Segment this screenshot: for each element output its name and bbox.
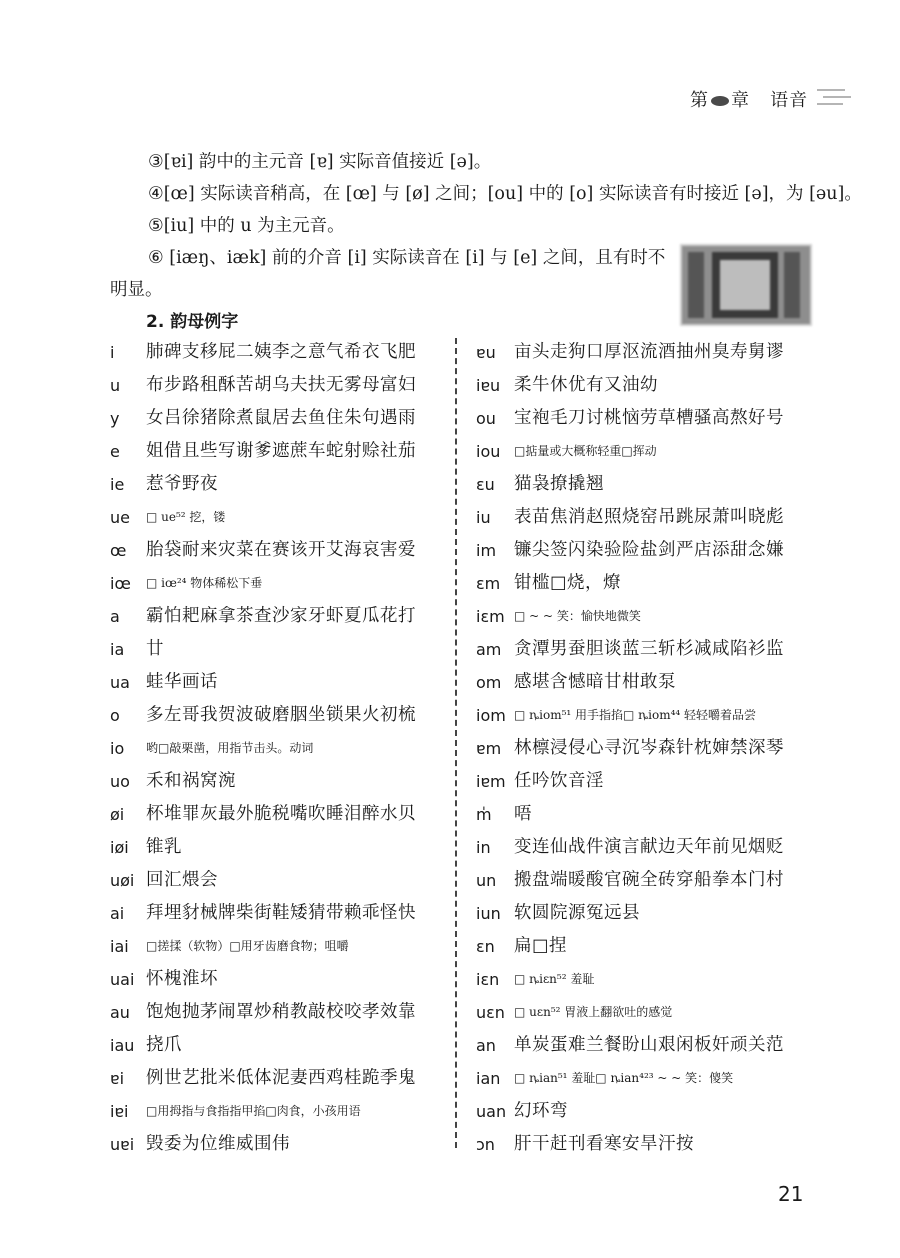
final-code: uai bbox=[110, 970, 135, 989]
final-code: in bbox=[476, 838, 491, 857]
example-characters: 姐借且些写谢爹遮蔗车蛇射赊社茄 bbox=[146, 441, 416, 461]
example-characters: □掂量或大概称轻重□挥动 bbox=[514, 444, 657, 458]
example-characters: 多左哥我贺波破磨胭坐锁果火初梳 bbox=[146, 705, 416, 725]
example-characters: 霸怕耙麻拿茶查沙家牙虾夏瓜花打 bbox=[146, 606, 416, 626]
example-characters: □ uɛn⁵² 胃液上翻欲吐的感觉 bbox=[514, 1005, 673, 1019]
final-code: ɛn bbox=[476, 937, 495, 956]
example-characters: 惹爷野夜 bbox=[146, 474, 218, 494]
example-characters: 搬盘端暖酸官碗全砖穿船拳本门村 bbox=[514, 870, 784, 890]
note-3: ③[ɐi] 韵中的主元音 [ɐ] 实际音值接近 [ə]。 bbox=[148, 152, 492, 172]
example-characters: 女吕徐猪除煮鼠居去鱼住朱句遇雨 bbox=[146, 408, 416, 428]
final-code: iɛm bbox=[476, 607, 505, 626]
example-characters: 廿 bbox=[146, 639, 164, 659]
example-characters: 变连仙战件演言献边天年前见烟贬 bbox=[514, 837, 784, 857]
final-code: un bbox=[476, 871, 497, 890]
example-characters: 林檩浸侵心寻沉岑森针枕婶禁深琴 bbox=[514, 738, 784, 758]
example-characters: 表苗焦消赵照烧窑吊跳尿萧叫晓彪 bbox=[514, 507, 784, 527]
final-code: im bbox=[476, 541, 497, 560]
example-characters: 镰尖签闪染验险盐剑严店添甜念嫌 bbox=[514, 540, 784, 560]
section-title: 2. 韵母例字 bbox=[146, 312, 239, 332]
final-code: uan bbox=[476, 1102, 507, 1121]
final-code: iɛn bbox=[476, 970, 500, 989]
note-6-continued: 明显。 bbox=[110, 280, 163, 300]
example-characters: 毁委为位维威围伟 bbox=[146, 1134, 290, 1154]
final-code: iøi bbox=[110, 838, 129, 857]
example-characters: □ ȵiom⁵¹ 用手指掐□ ȵiom⁴⁴ 轻轻嚼着品尝 bbox=[514, 708, 757, 722]
column-divider bbox=[455, 338, 457, 1148]
final-code: m̍ bbox=[476, 805, 492, 824]
final-code: ia bbox=[110, 640, 125, 659]
example-characters: 宝袍毛刀讨桃恼劳草槽骚高熬好号 bbox=[514, 408, 784, 428]
example-characters: 挠爪 bbox=[146, 1035, 182, 1055]
example-characters: 锥乳 bbox=[146, 837, 182, 857]
final-code: an bbox=[476, 1036, 496, 1055]
example-characters: 扁□捏 bbox=[514, 936, 568, 956]
example-characters: 胎袋耐来灾菜在赛该开艾海哀害爱 bbox=[146, 540, 416, 560]
example-characters: 软圆院源冤远县 bbox=[514, 903, 640, 923]
example-characters: 布步路租酥苦胡乌夫扶无雾母富妇 bbox=[146, 375, 416, 395]
final-code: uɐi bbox=[110, 1135, 135, 1154]
final-code: iau bbox=[110, 1036, 135, 1055]
final-code: iu bbox=[476, 508, 491, 527]
example-characters: 禾和祸窝涴 bbox=[146, 771, 236, 791]
example-characters: 饱炮抛茅闹罩炒稍教敲校咬孝效靠 bbox=[146, 1002, 416, 1022]
example-characters: □搓揉（软物）□用牙齿磨食物；咀嚼 bbox=[146, 939, 349, 953]
final-code: ɐu bbox=[476, 343, 496, 362]
example-characters: 感堪含憾暗甘柑敢泵 bbox=[514, 672, 676, 692]
final-code: ɐm bbox=[476, 739, 502, 758]
final-code: iɐi bbox=[110, 1102, 129, 1121]
example-characters: 猫袅撩撬翘 bbox=[514, 474, 604, 494]
qr-side-label-left bbox=[688, 252, 704, 318]
final-code: iom bbox=[476, 706, 506, 725]
example-characters: 钳槛□烧，燎 bbox=[514, 573, 622, 593]
example-characters: 肝干赶刊看寒安旱汗按 bbox=[514, 1134, 694, 1154]
example-characters: □用拇指与食指指甲掐□肉食，小孩用语 bbox=[146, 1104, 361, 1118]
final-code: ɔn bbox=[476, 1135, 495, 1154]
final-code: e bbox=[110, 442, 120, 461]
final-code: uɛn bbox=[476, 1003, 505, 1022]
final-code: io bbox=[110, 739, 125, 758]
final-code: am bbox=[476, 640, 502, 659]
example-characters: 哟□敲栗凿，用指节击头。动词 bbox=[146, 741, 314, 755]
example-characters: 单炭蛋难兰餐盼山艰闲板奸顽关范 bbox=[514, 1035, 784, 1055]
note-4: ④[œ] 实际读音稍高，在 [œ] 与 [ø] 之间；[ou] 中的 [o] 实际读音有时接近 [ə]，为 [əu]。 bbox=[148, 184, 862, 204]
final-code: ai bbox=[110, 904, 125, 923]
note-6: ⑥ [iæŋ、iæk] 前的介音 [i] 实际读音在 [i] 与 [e] 之间，且有时不 bbox=[148, 248, 666, 268]
chapter-prefix: 第 bbox=[690, 90, 709, 111]
final-code: iɐu bbox=[476, 376, 501, 395]
final-code: uo bbox=[110, 772, 130, 791]
chapter-suffix: 章 bbox=[731, 90, 750, 111]
example-characters: 柔牛休优有又油幼 bbox=[514, 375, 658, 395]
final-code: om bbox=[476, 673, 502, 692]
example-characters: □ iœ²⁴ 物体稀松下垂 bbox=[146, 576, 263, 590]
final-code: y bbox=[110, 409, 120, 428]
final-code: ou bbox=[476, 409, 496, 428]
example-characters: 例世艺批米低体泥妻西鸡桂跪季鬼 bbox=[146, 1068, 416, 1088]
final-code: i bbox=[110, 343, 115, 362]
final-code: o bbox=[110, 706, 120, 725]
final-code: øi bbox=[110, 805, 125, 824]
final-code: a bbox=[110, 607, 120, 626]
example-characters: 怀槐淮坏 bbox=[146, 969, 218, 989]
chapter-number-mark bbox=[711, 96, 729, 106]
final-code: au bbox=[110, 1003, 130, 1022]
page-number: 21 bbox=[778, 1182, 804, 1206]
example-characters: 任吟饮音淫 bbox=[514, 771, 604, 791]
final-code: ie bbox=[110, 475, 125, 494]
final-code: ɛm bbox=[476, 574, 501, 593]
header-decoration-icon bbox=[815, 84, 853, 110]
example-characters: 幻环弯 bbox=[514, 1101, 568, 1121]
qr-code-image[interactable] bbox=[680, 244, 812, 326]
example-characters: 拜埋豺械牌柴街鞋矮猜带赖乖怪快 bbox=[146, 903, 416, 923]
example-characters: 唔 bbox=[514, 804, 532, 824]
qr-side-label-right bbox=[784, 252, 800, 318]
example-characters: □ ȵiɛn⁵² 羞耻 bbox=[514, 972, 595, 986]
chapter-title: 语音 bbox=[770, 90, 809, 111]
example-characters: 肺碑支移屁二姨李之意气希衣飞肥 bbox=[146, 342, 416, 362]
final-code: ɛu bbox=[476, 475, 495, 494]
note-5: ⑤[iu] 中的 u 为主元音。 bbox=[148, 216, 345, 236]
example-characters: □ ue⁵² 挖，镂 bbox=[146, 510, 226, 524]
example-characters: □ ȵian⁵¹ 羞耻□ ȵian⁴²³ ~ ~ 笑：傻笑 bbox=[514, 1071, 734, 1085]
final-code: iai bbox=[110, 937, 129, 956]
example-characters: □ ~ ~ 笑：愉快地微笑 bbox=[514, 609, 641, 623]
page-header bbox=[690, 86, 808, 112]
final-code: ɐi bbox=[110, 1069, 125, 1088]
final-code: iɐm bbox=[476, 772, 506, 791]
final-code: u bbox=[110, 376, 121, 395]
example-characters: 亩头走狗口厚沤流酒抽州臭寿舅谬 bbox=[514, 342, 784, 362]
final-code: ua bbox=[110, 673, 130, 692]
final-code: iou bbox=[476, 442, 501, 461]
example-characters: 蛙华画话 bbox=[146, 672, 218, 692]
qr-code-icon bbox=[712, 252, 778, 318]
final-code: œ bbox=[110, 541, 127, 560]
example-characters: 杯堆罪灰最外脆税嘴吹睡泪醉水贝 bbox=[146, 804, 416, 824]
final-code: uøi bbox=[110, 871, 135, 890]
final-code: iun bbox=[476, 904, 501, 923]
final-code: iœ bbox=[110, 574, 131, 593]
example-characters: 贪潭男蚕胆谈蓝三斩杉减咸陷衫监 bbox=[514, 639, 784, 659]
example-characters: 回汇煨会 bbox=[146, 870, 218, 890]
final-code: ian bbox=[476, 1069, 501, 1088]
final-code: ue bbox=[110, 508, 130, 527]
